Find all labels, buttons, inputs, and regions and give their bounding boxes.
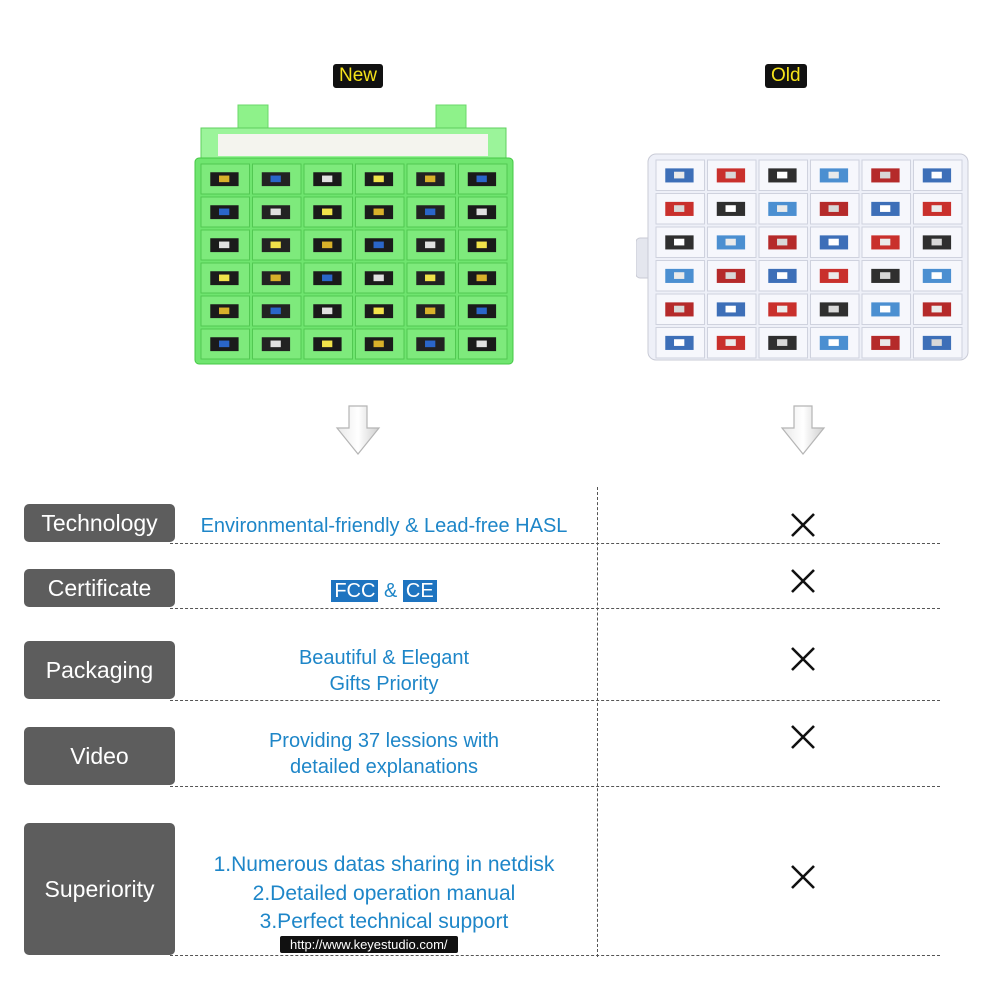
row-divider (170, 786, 940, 787)
packaging-description (170, 645, 598, 697)
down-arrow-icon (335, 404, 381, 456)
cross-icon (788, 566, 818, 596)
row-label-technology: Technology (24, 504, 175, 542)
sensor-component (932, 272, 942, 279)
sensor-component (674, 306, 684, 313)
description-line: Beautiful & Elegant (298, 647, 470, 669)
sensor-component (322, 209, 332, 216)
sensor-component (777, 205, 787, 212)
sensor-component (477, 209, 487, 216)
sensor-component (374, 275, 384, 282)
sensor-component (777, 339, 787, 346)
sensor-component (880, 239, 890, 246)
sensor-component (219, 275, 229, 282)
certificate-description (170, 578, 598, 604)
row-label-video: Video (24, 727, 175, 785)
sensor-component (932, 339, 942, 346)
description-line: 1.Numerous datas sharing in netdisk (213, 853, 555, 876)
sensor-component (374, 242, 384, 249)
technology-description (170, 513, 598, 539)
new-sensor-box-image (193, 100, 515, 368)
row-divider (170, 543, 940, 544)
sensor-component (726, 205, 736, 212)
sensor-component (219, 242, 229, 249)
sensor-component (829, 339, 839, 346)
sensor-component (425, 242, 435, 249)
row-label-certificate: Certificate (24, 569, 175, 607)
sensor-component (374, 341, 384, 348)
sensor-component (829, 272, 839, 279)
old-sensor-box-image (636, 150, 972, 364)
sensor-component (674, 205, 684, 212)
sensor-component (880, 172, 890, 179)
certificate-ampersand: & (383, 580, 398, 602)
sensor-component (777, 239, 787, 246)
superiority-description (170, 851, 598, 937)
sensor-component (425, 275, 435, 282)
sensor-component (322, 308, 332, 315)
sensor-component (271, 341, 281, 348)
down-arrow-icon (780, 404, 826, 456)
sensor-component (726, 272, 736, 279)
sensor-component (425, 308, 435, 315)
row-label-superiority: Superiority (24, 823, 175, 955)
sensor-component (829, 205, 839, 212)
sensor-component (674, 239, 684, 246)
sensor-component (726, 239, 736, 246)
sensor-component (271, 176, 281, 183)
sensor-component (322, 176, 332, 183)
sensor-component (880, 205, 890, 212)
sensor-component (674, 339, 684, 346)
sensor-component (477, 341, 487, 348)
website-url: http://www.keyestudio.com/ (280, 936, 458, 953)
description-line: Gifts Priority (329, 673, 439, 695)
sensor-component (777, 306, 787, 313)
cross-icon (788, 510, 818, 540)
sensor-component (932, 205, 942, 212)
sensor-component (880, 306, 890, 313)
sensor-component (674, 272, 684, 279)
sensor-component (219, 308, 229, 315)
sensor-component (322, 242, 332, 249)
sensor-component (726, 339, 736, 346)
sensor-component (271, 242, 281, 249)
sensor-component (374, 176, 384, 183)
description-line: Providing 37 lessions with (268, 730, 500, 752)
sensor-component (425, 209, 435, 216)
sensor-component (777, 272, 787, 279)
sensor-component (674, 172, 684, 179)
sensor-component (932, 172, 942, 179)
sensor-component (477, 275, 487, 282)
sensor-component (880, 272, 890, 279)
sensor-component (374, 209, 384, 216)
sensor-component (777, 172, 787, 179)
sensor-component (829, 172, 839, 179)
sensor-component (932, 239, 942, 246)
sensor-component (932, 306, 942, 313)
sensor-component (271, 308, 281, 315)
cross-icon (788, 722, 818, 752)
cross-icon (788, 862, 818, 892)
row-divider (170, 608, 940, 609)
cross-icon (788, 644, 818, 674)
fcc-badge: FCC (331, 580, 378, 602)
sensor-component (374, 308, 384, 315)
sensor-component (726, 172, 736, 179)
row-divider (170, 700, 940, 701)
sensor-component (829, 306, 839, 313)
ce-badge: CE (403, 580, 437, 602)
sensor-component (477, 242, 487, 249)
sensor-component (219, 341, 229, 348)
row-divider (170, 955, 940, 956)
sensor-component (425, 176, 435, 183)
sensor-component (477, 176, 487, 183)
description-line: detailed explanations (290, 756, 478, 778)
video-description (170, 728, 598, 780)
sensor-component (880, 339, 890, 346)
sensor-component (425, 341, 435, 348)
sensor-component (726, 306, 736, 313)
sensor-component (322, 341, 332, 348)
description-line: Environmental-friendly & Lead-free HASL (200, 515, 568, 537)
sensor-component (322, 275, 332, 282)
sensor-component (829, 239, 839, 246)
description-line: 2.Detailed operation manual (252, 881, 516, 905)
new-tag: New (333, 64, 383, 88)
row-label-packaging: Packaging (24, 641, 175, 699)
sensor-component (219, 176, 229, 183)
old-tag: Old (765, 64, 807, 88)
sensor-component (219, 209, 229, 216)
sensor-component (477, 308, 487, 315)
sensor-component (271, 275, 281, 282)
description-line: 3.Perfect technical support (259, 910, 509, 933)
sensor-component (271, 209, 281, 216)
